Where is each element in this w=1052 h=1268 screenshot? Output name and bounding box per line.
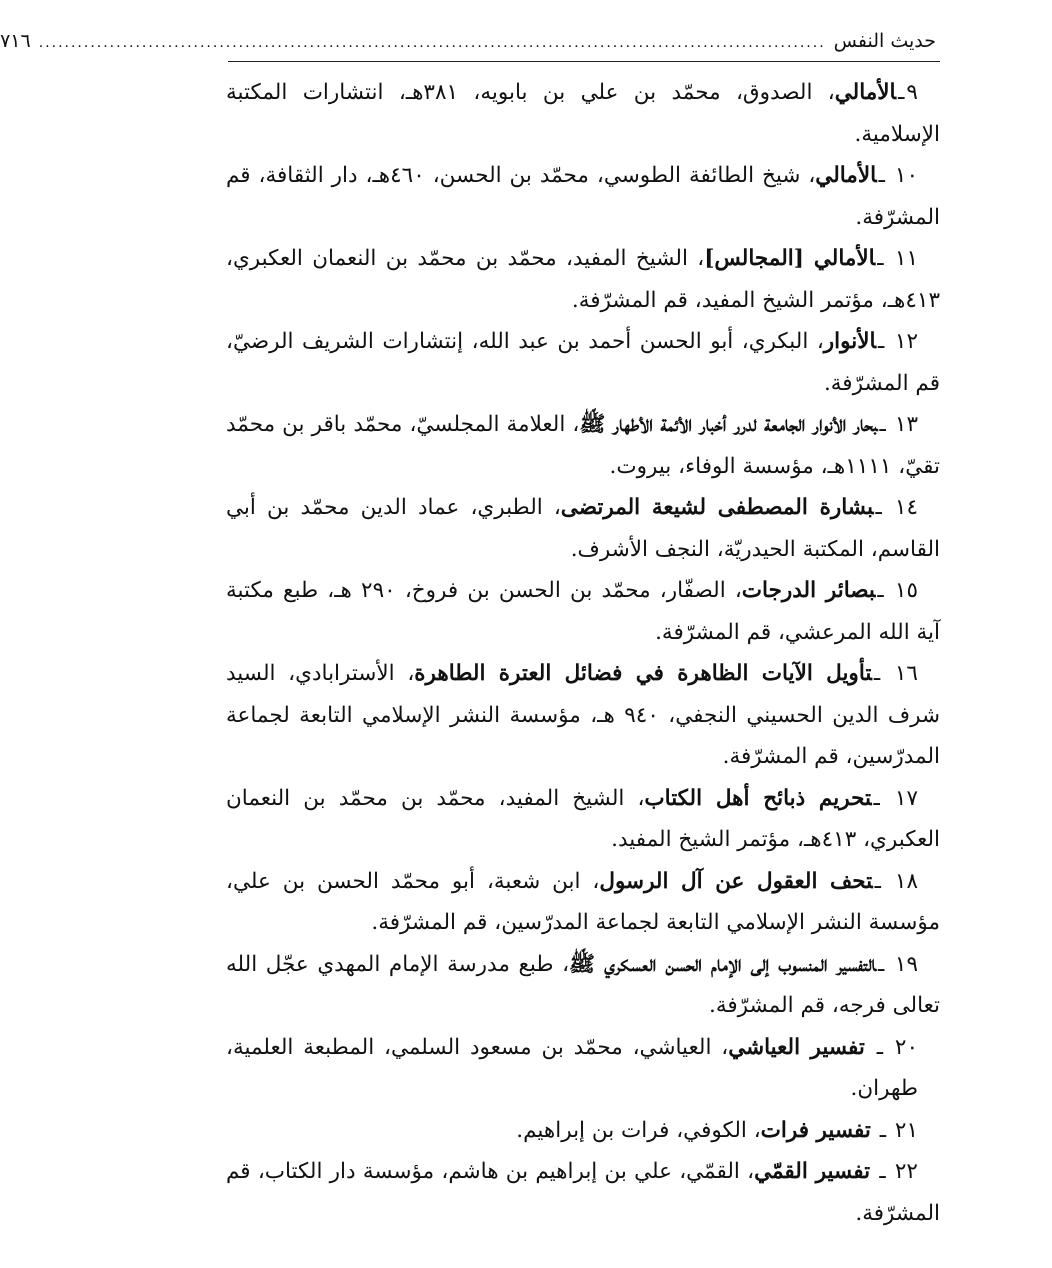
reference-entry: ١٣ ـبحار الأنوار الجامعة لدرر أخبار الأئمة الأطهار ﷺ، العلامة المجلسيّ، محمّد باقر بن محمّد تقيّ، ١١١١هـ، مؤسسة الوفاء، بيروت. [226,412,940,479]
entry-details: ، الأسترابادي، السيد شرف الدين الحسيني النجفي، ٩٤٠ هـ، مؤسسة النشر الإسلامي التابعة لجماعة المدرّسين، قم المشرّفة. [226,661,940,769]
entry-details: ، البكري، أبو الحسن أحمد بن عبد الله، إنتشارات الشريف الرضيّ، قم المشرّفة. [226,329,940,396]
entry-details: ، طبع مدرسة الإمام المهدي عجّل الله تعالى فرجه، قم المشرّفة. [226,951,940,1018]
entry-details: ، شيخ الطائفة الطوسي، محمّد بن الحسن، ٤٦٠هـ، دار الثقافة، قم المشرّفة. [226,163,940,230]
entry-title: الأمالي [815,163,877,188]
entry-number: ١٨ [894,868,918,894]
entry-details: ، العلامة المجلسيّ، محمّد باقر بن محمّد تقيّ، ١١١١هـ، مؤسسة الوفاء، بيروت. [226,412,940,479]
entry-details: ، الطبري، عماد الدين محمّد بن أبي القاسم، المكتبة الحيدريّة، النجف الأشرف. [226,495,940,562]
dot-leader: .......................................................................................................................... [38,35,826,51]
entry-title: الأمالي [834,80,897,105]
entry-number: ٩ [906,80,918,105]
reference-entry: ٢٢ ـ تفسير القمّي، القمّي، علي بن إبراهيم بن هاشم، مؤسسة دار الكتاب، قم المشرّفة. [226,1159,940,1226]
reference-entry: ١٥ ـبصائر الدرجات، الصفّار، محمّد بن الحسن بن فروخ، ٢٩٠ هـ، طبع مكتبة آية الله المرعشي، قم المشرّفة. [226,578,940,645]
reference-entry: ١٩ ـالتفسير المنسوب إلى الإمام الحسن العسكري ﷺ، طبع مدرسة الإمام المهدي عجّل الله تعالى فرجه، قم المشرّفة. [226,951,940,1018]
entry-details: ، الصفّار، محمّد بن الحسن بن فروخ، ٢٩٠ هـ، طبع مكتبة آية الله المرعشي، قم المشرّفة. [226,578,940,645]
reference-entry: ١٤ ـبشارة المصطفى لشيعة المرتضى، الطبري، عماد الدين محمّد بن أبي القاسم، المكتبة الحيدريّة، النجف الأشرف. [226,495,940,562]
reference-entry: ١٦ ـتأويل الآيات الظاهرة في فضائل العترة الطاهرة، الأسترابادي، السيد شرف الدين الحسيني النجفي، ٩٤٠ هـ، مؤسسة النشر الإسلامي التابعة لجماعة المدرّسين، قم المشرّفة. [226,661,940,769]
entry-details: ، العياشي، محمّد بن مسعود السلمي، المطبعة العلمية، طهران. [226,1034,918,1101]
reference-entry: ١١ ـالأمالي [المجالس]، الشيخ المفيد، محمّد بن محمّد بن النعمان العكبري، ٤١٣هـ، مؤتمر الشيخ المفيد، قم المشرّفة. [226,246,940,313]
page-number: ٧١٦ [0,30,31,52]
entry-title: تحف العقول عن آل الرسول [599,868,873,894]
entry-number: ٢٢ [894,1159,918,1184]
header-rule [228,61,940,62]
reference-entry: ٩ـالأمالي، الصدوق، محمّد بن علي بن بابويه، ٣٨١هـ، انتشارات المكتبة الإسلامية. [226,80,940,147]
entry-number: ١٣ [894,412,918,437]
entry-number: ١٧ [894,785,919,811]
entry-title: الأنوار [823,329,877,354]
running-title: حديث النفس [833,30,936,52]
entry-title: تفسير فرات [760,1117,871,1143]
entry-title: التفسير المنسوب إلى الإمام الحسن العسكري ﷺ [569,951,876,977]
reference-entry: ٢٠ ـ تفسير العياشي، العياشي، محمّد بن مسعود السلمي، المطبعة العلمية، طهران. [226,1034,918,1101]
reference-entry: ١٧ ـتحريم ذبائح أهل الكتاب، الشيخ المفيد، محمّد بن محمّد بن النعمان العكبري، ٤١٣هـ، مؤتمر الشيخ المفيد. [226,785,940,852]
entry-title: بحار الأنوار الجامعة لدرر أخبار الأئمة الأطهار ﷺ [579,412,878,437]
reference-entry: ٢١ ـ تفسير فرات، الكوفي، فرات بن إبراهيم. [516,1117,918,1143]
entry-number: ٢٠ [894,1034,918,1060]
entry-title: بصائر الدرجات [741,578,876,603]
entry-title: تحريم ذبائح أهل الكتاب [644,785,872,811]
entry-number: ٢١ [894,1117,918,1143]
entry-details: ، الصدوق، محمّد بن علي بن بابويه، ٣٨١هـ، انتشارات المكتبة الإسلامية. [226,80,940,147]
entry-details: ، الشيخ المفيد، محمّد بن محمّد بن النعمان العكبري، ٤١٣هـ، مؤتمر الشيخ المفيد، قم المشرّفة. [226,246,940,313]
entry-details: ، ابن شعبة، أبو محمّد الحسن بن علي، مؤسسة النشر الإسلامي التابعة لجماعة المدرّسين، قم المشرّفة. [226,868,940,935]
entry-number: ١٢ [894,329,918,354]
entry-number: ١١ [894,246,918,271]
reference-entry: ١٢ ـالأنوار، البكري، أبو الحسن أحمد بن عبد الله، إنتشارات الشريف الرضيّ، قم المشرّفة. [226,329,940,396]
entry-title: بشارة المصطفى لشيعة المرتضى [560,495,874,520]
entry-number: ١٠ [894,163,919,188]
entry-title: تأويل الآيات الظاهرة في فضائل العترة الطاهرة [414,661,872,686]
entry-number: ١٥ [894,578,919,603]
reference-entry: ١٠ ـالأمالي، شيخ الطائفة الطوسي، محمّد بن الحسن، ٤٦٠هـ، دار الثقافة، قم المشرّفة. [226,163,940,230]
entry-title: تفسير القمّي [754,1159,871,1184]
entry-number: ١٦ [894,661,918,686]
entry-title: تفسير العياشي [728,1034,865,1060]
entry-number: ١٤ [894,495,918,520]
running-header [0,30,936,60]
entry-details: ، القمّي، علي بن إبراهيم بن هاشم، مؤسسة دار الكتاب، قم المشرّفة. [226,1159,940,1226]
entry-details: ، الشيخ المفيد، محمّد بن محمّد بن النعمان العكبري، ٤١٣هـ، مؤتمر الشيخ المفيد. [226,785,940,852]
entry-title: الأمالي [المجالس] [704,246,876,271]
reference-entry: ١٨ ـتحف العقول عن آل الرسول، ابن شعبة، أبو محمّد الحسن بن علي، مؤسسة النشر الإسلامي التابعة لجماعة المدرّسين، قم المشرّفة. [226,868,940,935]
entry-details: ، الكوفي، فرات بن إبراهيم. [516,1117,761,1143]
reference-list [226,72,940,1234]
entry-number: ١٩ [894,951,919,977]
